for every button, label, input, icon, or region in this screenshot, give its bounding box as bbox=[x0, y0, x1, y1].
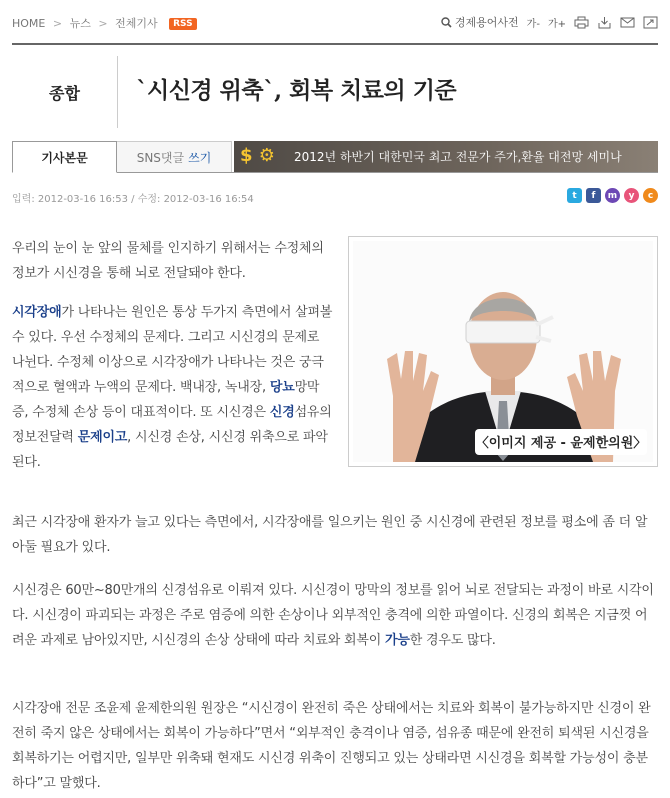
paragraph-text: 시신경은 60만~80만개의 신경섬유로 이뤄져 있다. 시신경이 망막의 정보를 읽어 뇌로 전달되는 과정이 바로 시각이다. 시신경이 파괴되는 과정은 주로 염증에 의한 손상이나 외부적인 충격에 의한 파열이다. 신경의 회복은 지금껏 어려운 과제로 남아있지만, 시신경의 손상 상태에 따라 치료와 회복이 bbox=[12, 583, 654, 648]
breadcrumb-all-articles[interactable]: 전체기사 bbox=[115, 17, 158, 30]
article-photo bbox=[348, 236, 658, 467]
article-headline: `시신경 위축`, 회복 치료의 기준 bbox=[136, 77, 457, 104]
article-tabs bbox=[12, 141, 658, 173]
keyword-link[interactable]: 가능 bbox=[385, 633, 410, 648]
font-larger-button[interactable]: 가+ bbox=[547, 18, 566, 30]
keyword-link[interactable]: 신경 bbox=[269, 405, 295, 420]
photo-caption: 〈이미지 제공 - 윤제한의원〉 bbox=[475, 436, 647, 451]
keyword-link[interactable]: 문제이고 bbox=[77, 430, 128, 445]
save-icon[interactable] bbox=[597, 16, 612, 29]
font-smaller-button[interactable]: 가- bbox=[526, 18, 540, 30]
yozm-icon[interactable]: y bbox=[624, 188, 639, 203]
social-share-bar bbox=[567, 188, 658, 203]
banner-text: 2012년 하반기 대한민국 최고 전문가 주가,환율 대전망 세미나 bbox=[294, 150, 622, 164]
facebook-icon[interactable]: f bbox=[586, 188, 601, 203]
top-bar bbox=[12, 12, 658, 34]
article-timestamps: 입력: 2012-03-16 16:53 / 수정: 2012-03-16 16:54 bbox=[12, 194, 254, 205]
article-paragraph bbox=[12, 300, 334, 475]
paragraph-text: 망막증, 수정체 손상 등이 대표적이다. 또 시신경은 bbox=[12, 380, 320, 420]
money-icon: $ ⚙ bbox=[240, 145, 275, 166]
breadcrumb-news[interactable]: 뉴스 bbox=[69, 17, 91, 30]
paragraph-text: 한 경우도 많다. bbox=[409, 633, 496, 648]
rss-button[interactable]: RSS bbox=[169, 18, 197, 30]
print-icon[interactable] bbox=[574, 16, 589, 29]
clog-icon[interactable]: c bbox=[643, 188, 658, 203]
breadcrumb-separator: > bbox=[52, 17, 63, 30]
article-tools bbox=[441, 14, 658, 30]
keyword-link[interactable]: 시각장애 bbox=[12, 305, 62, 320]
article-paragraph: 우리의 눈이 눈 앞의 물체를 인지하기 위해서는 수정체의 정보가 시신경을 통해 뇌로 전달돼야 한다. bbox=[12, 241, 324, 281]
blindfolded-man-image bbox=[353, 241, 653, 462]
email-icon[interactable] bbox=[620, 16, 635, 29]
header-rule bbox=[12, 43, 658, 45]
article-paragraph bbox=[12, 578, 658, 653]
breadcrumb-separator: > bbox=[98, 17, 108, 30]
share-icon[interactable] bbox=[643, 16, 658, 29]
article-paragraph: 시각장애 전문 조윤제 윤제한의원 원장은 “시신경이 완전히 죽은 상태에서는 치료와 회복이 불가능하지만 신경이 완전히 죽지 않은 상태에서는 회복이 가능하다”면서 “외부적인 충격이나 염증, 섬유종 때문에 완전히 퇴색된 시신경을 회복하기는 어렵지만, 일부만 위축돼 현재도 시신경 위축이 진행되고 있는 상태라면 시신경을 회복할 가능성이 충분하다”고 말했다. bbox=[12, 701, 651, 791]
twitter-icon[interactable]: t bbox=[567, 188, 582, 203]
section-label: 종합 bbox=[12, 56, 118, 128]
seminar-banner[interactable] bbox=[234, 141, 658, 172]
article-paragraph: 최근 시각장애 환자가 늘고 있다는 측면에서, 시각장애를 일으키는 원인 중 시신경에 관련된 정보를 평소에 좀 더 알아둘 필요가 있다. bbox=[12, 515, 648, 555]
paragraph-text: , 시신경 손상, 시신경 위축으로 파악된다. bbox=[12, 430, 328, 470]
tab-sns-comments[interactable] bbox=[117, 141, 232, 172]
dictionary-link[interactable] bbox=[441, 14, 519, 30]
tab-sns-label: SNS댓글 bbox=[136, 150, 185, 165]
tab-article[interactable]: 기사본문 bbox=[12, 141, 117, 173]
me2day-icon[interactable]: m bbox=[605, 188, 620, 203]
breadcrumb-home[interactable]: HOME bbox=[12, 17, 46, 30]
search-icon bbox=[441, 17, 452, 28]
dictionary-label: 경제용어사전 bbox=[454, 16, 519, 29]
keyword-link[interactable]: 당뇨 bbox=[269, 380, 295, 395]
sns-write-link[interactable]: 쓰기 bbox=[188, 150, 212, 165]
breadcrumb bbox=[12, 15, 201, 31]
paragraph-text: 가 나타나는 원인은 통상 두가지 측면에서 살펴볼 수 있다. 우선 수정체의 문제다. 그리고 시신경의 문제로 나뉜다. 수정체 이상으로 시각장애가 나타나는 것은 궁극적으로 혈액과 누액의 문제다. 백내장, 녹내장, bbox=[12, 305, 333, 395]
paragraph-text: 섬유의 정보전달력 bbox=[12, 405, 332, 445]
